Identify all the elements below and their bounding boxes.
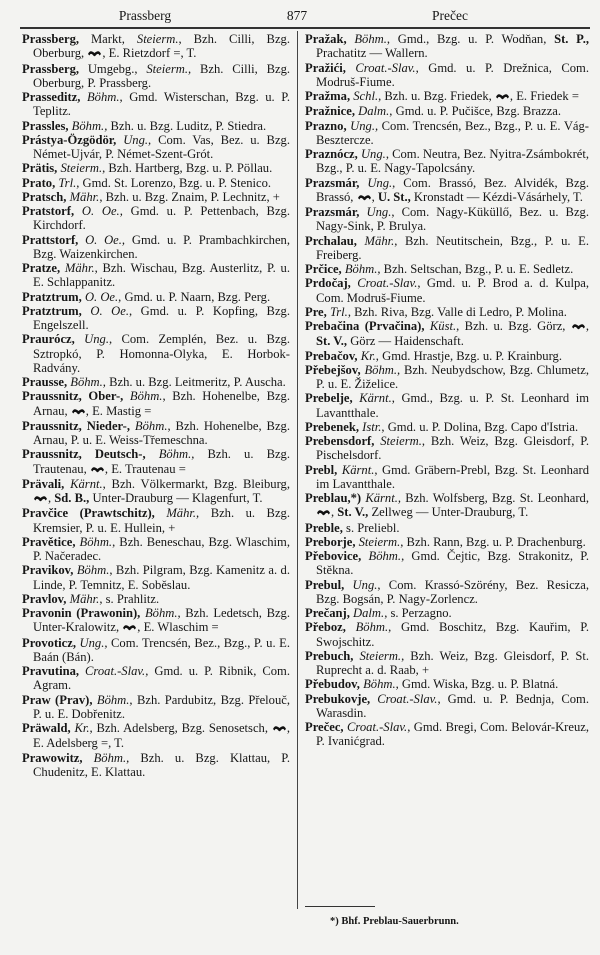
gazetteer-entry [305, 677, 589, 691]
column-divider [297, 31, 298, 909]
entry-text: Bzh. u. Bzg. Luditz, P. Stiedra. [107, 118, 267, 133]
gazetteer-entry [22, 119, 290, 133]
gazetteer-entry [22, 90, 290, 119]
entry-headword: Prečec, [305, 720, 344, 734]
entry-headword: Prebl, [305, 462, 338, 477]
entry-text: , Com. Zemplén, Bez. u. Bzg. Sztropkó, P. Homonna-Olyka, E. Horbok-Radvány. [33, 332, 290, 375]
entry-text: , E. Trautenau = [104, 461, 186, 476]
gazetteer-entry [305, 205, 589, 234]
gazetteer-entry [22, 204, 290, 233]
entry-region: Mähr. [60, 261, 95, 275]
entry-headword: Prassberg, [22, 32, 80, 46]
entry-region: Dalm. [349, 606, 385, 620]
entry-region: Ung. [359, 205, 392, 219]
entry-region: Croat.-Slav., [345, 60, 419, 75]
entry-region: Mähr. [66, 591, 100, 606]
post-horn-icon [122, 621, 137, 635]
running-head-left: Prassberg [118, 8, 172, 23]
footnote: *) Bhf. Preblau-Sauerbrunn. [330, 916, 459, 927]
header-rule [20, 27, 590, 29]
gazetteer-entry [22, 375, 290, 389]
entry-text: , [371, 189, 378, 204]
entry-region: Böhm., [360, 362, 401, 377]
entry-headword: Preborje, [305, 534, 356, 549]
post-horn-icon [33, 492, 48, 506]
entry-headword: Prawowitz, [22, 750, 83, 765]
gazetteer-entry [22, 304, 290, 333]
entry-region: Ung. [74, 332, 109, 347]
entry-headword: Praussnitz, Ober-, [22, 389, 124, 404]
entry-region: Croat.-Slav., [79, 664, 149, 678]
entry-region: Ung. [359, 175, 393, 190]
post-horn-icon [571, 320, 586, 334]
entry-bold-text: St. V., [316, 334, 348, 349]
entry-headword: Prchalau, [305, 233, 357, 248]
entry-text: Bzh. Cilli, Bzg. Oberburg, P. Prassberg. [33, 61, 291, 90]
gazetteer-entry [305, 262, 589, 276]
entry-region: Mähr. [66, 189, 100, 204]
entry-region: Küst. [424, 319, 457, 333]
entry-text: Com. Vas, Bez. u. Bzg. Német-Ujvár, P. Német-Szent-Grót. [33, 132, 290, 161]
entry-text: , Bzh. Hohenelbe, Bzg. Arnau, P. u. E. Weiss-Třemeschna. [33, 418, 290, 447]
entry-text: , Gmd. u. P. Brod a. d. Kulpa, Com. Modruš-Fiume. [316, 276, 589, 305]
entry-text: , Bzh. Rann, Bzg. u. P. Drachenburg. [400, 534, 586, 549]
entry-region: Croat.-Slav. [350, 276, 418, 291]
entry-text: , s. Prahlitz. [99, 591, 160, 606]
entry-headword: Praznócz, [305, 147, 358, 161]
entry-text: Bzh. Pardubitz, Bzg. Přelouč, P. u. E. Dobřenitz. [33, 692, 291, 721]
gazetteer-entry [305, 391, 589, 420]
post-horn-icon [90, 463, 105, 477]
gazetteer-entry [305, 319, 589, 349]
entry-region: Kr. [357, 348, 376, 363]
gazetteer-entry [22, 176, 290, 190]
entry-headword: Praussnitz, Nieder-, [22, 418, 130, 433]
entry-text: , Gmd. u. P. Naarn, Bzg. Perg. [118, 289, 271, 304]
gazetteer-entry [22, 606, 290, 636]
entry-headword: Pravětice, [22, 534, 76, 549]
entry-text: Bzh. u. Bzg. Kremsier, P. u. E. Hullein, + [33, 506, 290, 535]
entry-headword: Praussnitz, Deutsch-, [22, 447, 146, 462]
entry-region: Kr., [70, 721, 93, 735]
gazetteer-entry [22, 636, 290, 665]
entry-text: , [48, 491, 55, 505]
gazetteer-entry [22, 447, 290, 477]
entry-region: Böhm. [361, 549, 402, 563]
entry-headword: Prečanj, [305, 606, 350, 620]
entry-region: Böhm., [140, 606, 181, 620]
entry-text: , Bzh. Beneschau, Bzg. Wlaschim, P. Načeradec. [33, 534, 290, 563]
entry-region: Kärnt. [64, 476, 103, 491]
entry-headword: Preble, [305, 520, 343, 535]
entry-text: , [331, 505, 338, 520]
entry-region: Istr. [359, 419, 382, 434]
left-column [22, 32, 290, 779]
gazetteer-entry [22, 535, 290, 564]
entry-region: Ung. [357, 147, 386, 161]
entry-headword: Pravčice (Prawtschitz), [22, 506, 155, 521]
gazetteer-entry [22, 751, 290, 780]
gazetteer-entry [305, 147, 589, 176]
entry-headword: Pratze, [22, 261, 61, 275]
entry-region: Ung., [346, 118, 379, 133]
entry-headword: Přebejšov, [305, 362, 361, 377]
gazetteer-entry [305, 434, 589, 463]
gazetteer-entry [305, 720, 589, 749]
entry-text: , Bzh. Hohenelbe, Bzg. Arnau, [33, 389, 291, 418]
entry-region: Böhm. [75, 534, 113, 549]
entry-headword: Prasseditz, [22, 90, 81, 104]
entry-text: , Bzh. Hartberg, Bzg. u. P. Pöllau. [102, 161, 273, 176]
entry-headword: Pratztrum, [22, 303, 82, 318]
entry-region: Böhm., [359, 677, 399, 692]
entry-text: Bzh. Wolfsberg, Bzg. St. Leonhard, [401, 491, 589, 505]
gazetteer-entry [22, 32, 290, 62]
entry-headword: Pražnice, [305, 104, 355, 119]
gazetteer-entry [22, 233, 290, 262]
entry-bold-text: St. P., [554, 32, 589, 46]
entry-region: Steierm. [57, 161, 103, 176]
entry-text: , Bzh. u. Bzg. Görz, [456, 319, 571, 333]
entry-text: , Gmd. Bregi, Com. Belovár-Kreuz, P. Ivanićgrad. [316, 720, 589, 749]
gazetteer-entry [305, 234, 589, 263]
entry-bold-text: Sd. B., [54, 491, 90, 505]
entry-region: Böhm., [80, 90, 123, 104]
gazetteer-entry [305, 119, 589, 148]
entry-region: Steierm. [136, 32, 179, 46]
entry-text: , Gmd. Gräbern-Prebl, Bzg. St. Leonhard im Lavantthale. [316, 462, 589, 491]
entry-text: , Bzh. u. Bzg. Znaim, P. Lechnitz, + [99, 189, 280, 204]
gazetteer-entry [22, 133, 290, 162]
gazetteer-entry [305, 420, 589, 434]
gazetteer-entry [22, 506, 290, 535]
entry-region: Steierm. [355, 534, 401, 549]
entry-text: Bzh. Neubydschow, Bzg. Chlumetz, P. u. E. Žiželice. [316, 362, 589, 391]
entry-headword: Prazno, [305, 118, 347, 133]
gazetteer-entry [22, 693, 290, 722]
entry-headword: Pravutina, [22, 664, 80, 678]
entry-headword: Prebačov, [305, 348, 358, 363]
gazetteer-entry [305, 578, 589, 607]
entry-text: , Com. Krassó-Szörény, Bez. Resicza, Bzg. Bogsán, P. Nagy-Zorlencz. [316, 577, 589, 606]
entry-text: , Gmd. Hrastje, Bzg. u. P. Krainburg. [375, 348, 563, 363]
gazetteer-entry [305, 463, 589, 492]
gazetteer-entry [22, 721, 290, 751]
entry-region: O. Oe., [74, 204, 123, 218]
entry-text: , Bzh. Cilli, Bzg. Oberburg, [33, 32, 290, 61]
gazetteer-entry [22, 190, 290, 204]
page-number: 877 [286, 8, 308, 23]
entry-text: Markt, [79, 32, 137, 46]
entry-region: Dalm. [355, 104, 390, 119]
entry-text: , E. Adelsberg =, T. [33, 721, 290, 751]
gazetteer-entry [22, 261, 290, 290]
entry-region: O. Oe., [78, 232, 126, 247]
gazetteer-entry [305, 32, 589, 61]
entry-text: , Com. Brassó, Bez. Alvidék, Bzg. Brassó, [316, 175, 589, 204]
entry-region: Mähr., [154, 506, 200, 521]
entry-text: , Bzh. Völkermarkt, Bzg. Bleiburg, [102, 476, 290, 491]
gazetteer-entry [305, 606, 589, 620]
entry-region: Böhm., [341, 262, 381, 276]
entry-region: Kärnt. [352, 391, 392, 406]
entry-text: , Com. Neutra, Bez. Nyitra-Zsámbokrét, Bzg., P. u. E. Nagy-Tapolcsány. [316, 147, 590, 176]
entry-headword: Pravonin (Prawonin), [22, 606, 141, 620]
entry-headword: Pražići, [305, 60, 346, 75]
entry-text: , E. Rietzdorf =, T. [102, 46, 197, 61]
entry-region: Schl. [350, 89, 379, 103]
entry-region: Böhm. [345, 620, 389, 635]
post-horn-icon [357, 191, 372, 205]
entry-text: , Com. Nagy-Küküllő, Bez. u. Bzg. Nagy-Sink, P. Brulya. [316, 205, 589, 234]
right-column [305, 32, 589, 749]
entry-text: , Gmd. u. P. Pučišce, Bzg. Brazza. [389, 104, 562, 119]
gazetteer-entry [305, 620, 589, 649]
entry-text: , Gmd., Bzg. u. P. St. Leonhard im Lavantthale. [316, 391, 589, 420]
entry-text: , Bzh. u. Bzg. Friedek, [378, 89, 495, 103]
entry-headword: Prebačina (Prvačina), [305, 319, 425, 333]
entry-headword: Präwald, [22, 721, 71, 735]
entry-text: , E. Mastig = [85, 403, 152, 418]
gazetteer-entry [22, 161, 290, 175]
entry-region: Croat.-Slav. [370, 691, 438, 706]
entry-region: Kärnt. [337, 462, 375, 477]
entry-headword: Pratztrum, [22, 289, 82, 304]
entry-text: Bzh. Ledetsch, Bzg. Unter-Kralowitz, [33, 606, 291, 635]
entry-headword: Pražak, [305, 32, 347, 46]
entry-text: Gmd. u. P. Drežnica, Com. Modruš-Fiume. [316, 60, 589, 89]
entry-headword: Přeboz, [305, 620, 346, 635]
entry-headword: Prdočaj, [305, 276, 351, 291]
gazetteer-entry [22, 664, 290, 693]
entry-text: , Bzh. Weiz, Bzg. Gleisdorf, P. St. Ruprecht a. d. Raab, + [316, 648, 589, 677]
entry-headword: Prazsmár, [305, 175, 360, 190]
entry-text: , E. Friedek = [509, 89, 579, 103]
entry-text: , E. Wlaschim = [137, 620, 219, 635]
entry-text: , s. Perzagno. [384, 606, 452, 620]
entry-text: , [585, 319, 589, 333]
entry-region: Böhm., [82, 750, 130, 765]
entry-text: , Gmd. u. P. Dolina, Bzg. Capo d'Istria. [381, 419, 579, 434]
entry-region: Trl., [55, 175, 80, 190]
gazetteer-entry [22, 62, 290, 91]
entry-headword: Prattstorf, [22, 232, 79, 247]
entry-text: , Bzh. Weiz, Bzg. Gleisdorf, P. Pischelsdorf. [316, 434, 589, 463]
entry-region: Böhm., [67, 375, 106, 389]
gazetteer-entry [22, 419, 290, 448]
entry-region: Ung., [75, 635, 108, 650]
post-horn-icon [316, 506, 331, 520]
entry-headword: Prebukovje, [305, 691, 371, 706]
entry-region: Böhm., [145, 447, 195, 462]
entry-text: , Bzh. Riva, Bzg. Valle di Ledro, P. Molina. [347, 304, 567, 319]
entry-text: Bzh. Adelsberg, Bzg. Senosetsch, [92, 721, 272, 735]
gazetteer-entry [305, 61, 589, 90]
entry-headword: Pre, [305, 304, 327, 319]
gazetteer-entry [305, 535, 589, 549]
entry-headword: Pratsch, [22, 189, 67, 204]
entry-region: Ung., [116, 132, 152, 147]
entry-region: Ung. [344, 577, 378, 592]
entry-headword: Provoticz, [22, 635, 76, 650]
entry-headword: Pravlov, [22, 591, 67, 606]
gazetteer-entry [22, 477, 290, 507]
entry-text: , Gmd. u. P. Bednja, Com. Warasdin. [316, 691, 590, 720]
entry-headword: Přebovice, [305, 549, 362, 563]
gazetteer-entry [305, 176, 589, 206]
entry-text: , Gmd., Bzg. u. P. Wodňan, [386, 32, 555, 46]
entry-headword: Prazsmár, [305, 205, 360, 219]
entry-headword: Pratstorf, [22, 204, 75, 218]
entry-headword: Prebenek, [305, 419, 359, 434]
gazetteer-entry [305, 89, 589, 104]
entry-text: , Gmd. Čejtic, Bzg. Strakonitz, P. Stěkna. [316, 549, 589, 578]
gazetteer-entry [22, 290, 290, 304]
footnote-rule [305, 906, 375, 907]
entry-headword: Praurócz, [22, 332, 75, 347]
entry-text: Bzh. Seltschan, Bzg., P. u. E. Sedletz. [380, 262, 574, 276]
entry-region: Kärnt., [361, 491, 402, 505]
post-horn-icon [71, 405, 86, 419]
gazetteer-entry [305, 363, 589, 392]
entry-text: Gmd. Wisterschan, Bzg. u. P. Teplitz. [33, 90, 291, 119]
entry-text: Gmd. u. P. Ribnik, Com. Agram. [33, 664, 291, 693]
gazetteer-entry [305, 521, 589, 535]
entry-headword: Prassberg, [22, 61, 80, 76]
post-horn-icon [495, 90, 510, 104]
entry-text: Umgebg., [79, 61, 147, 76]
entry-headword: Prato, [22, 175, 56, 190]
entry-text: Gmd. Wiska, Bzg. u. P. Blatná. [398, 677, 559, 692]
entry-headword: Prčice, [305, 262, 342, 276]
entry-region: Mähr. [356, 233, 395, 248]
entry-text: , Bzh. Pilgram, Bzg. Kamenitz a. d. Linde, P. Temnitz, E. Soběslau. [33, 563, 290, 592]
entry-headword: Praw (Prav), [22, 692, 93, 707]
entry-text: Bzh. u. Bzg. Leitmeritz, P. Auscha. [105, 375, 286, 389]
gazetteer-entry [22, 563, 290, 592]
entry-headword: Prassles, [22, 118, 69, 133]
entry-text: s. Preliebl. [342, 520, 400, 535]
entry-text: Görz — Haidenschaft. [347, 334, 464, 349]
entry-bold-text: U. St., [377, 189, 411, 204]
gazetteer-entry [305, 491, 589, 521]
gazetteer-entry [22, 389, 290, 419]
gazetteer-entry [22, 592, 290, 606]
entry-headword: Prebul, [305, 577, 345, 592]
entry-text: Com. Trencsén, Bez., Bzg., P. u. E. Baán (Bán). [33, 635, 291, 664]
running-head-right: Prečec [432, 8, 468, 23]
entry-text: Gmd. St. Lorenzo, Bzg. u. P. Stenico. [79, 175, 272, 190]
entry-region: Böhm. [346, 32, 387, 46]
entry-region: Böhm. [73, 563, 110, 578]
entry-region: Steierm., [146, 61, 192, 76]
entry-text: Zellweg — Unter-Drauburg, T. [368, 505, 529, 520]
entry-region: O. Oe. [81, 303, 129, 318]
entry-text: Gmd. u. P. Pettenbach, Bzg. Kirchdorf. [33, 204, 290, 233]
entry-headword: Prätis, [22, 161, 58, 176]
entry-headword: Prävali, [22, 476, 65, 491]
entry-text: , Bzh. Neutitschein, Bzg., P. u. E. Freiberg. [316, 233, 589, 262]
gazetteer-entry [305, 349, 589, 363]
entry-region: Böhm. [123, 389, 163, 404]
post-horn-icon [272, 722, 287, 736]
entry-text: Com. Trencsén, Bez., Bzg., P. u. E. Vág-Besztercze. [316, 118, 589, 147]
entry-bold-text: St. V., [337, 505, 369, 520]
gazetteer-entry [305, 549, 589, 578]
entry-headword: Prástya-Özgödör, [22, 132, 117, 147]
entry-region: Trl. [326, 304, 348, 319]
entry-text: Bzh. u. Bzg. Klattau, P. Chudenitz, E. Klattau. [33, 750, 291, 779]
entry-text: , Gmd. Boschitz, Bzg. Kauřim, P. Swojschitz. [316, 620, 589, 649]
gazetteer-entry [305, 649, 589, 678]
entry-headword: Preblau,*) [305, 491, 362, 505]
entry-headword: Prebelje, [305, 391, 353, 406]
entry-region: Böhm. [130, 418, 168, 433]
entry-region: Steierm. [353, 648, 402, 663]
gazetteer-entry [305, 692, 589, 721]
entry-text: Unter-Drauburg — Klagenfurt, T. [89, 491, 263, 505]
post-horn-icon [87, 47, 102, 61]
entry-headword: Pravikov, [22, 563, 74, 578]
gazetteer-entry [22, 332, 290, 375]
entry-text: , Gmd. u. P. Kopfing, Bzg. Engelszell. [33, 303, 290, 332]
entry-headword: Pražma, [305, 89, 351, 103]
entry-text: Bzh. u. Bzg. Trautenau, [33, 447, 291, 476]
entry-region: Böhm., [92, 692, 133, 707]
entry-headword: Prebensdorf, [305, 434, 375, 448]
entry-region: Steierm. [374, 434, 422, 448]
entry-headword: Přebudov, [305, 677, 360, 692]
gazetteer-entry [305, 305, 589, 319]
entry-text: Prachatitz — Wallern. [316, 46, 428, 61]
entry-region: Böhm., [68, 118, 108, 133]
entry-headword: Prausse, [22, 375, 68, 389]
entry-text: Gmd. u. P. Prambachkirchen, Bzg. Waizenkirchen. [33, 232, 290, 261]
entry-region: Croat.-Slav. [343, 720, 408, 734]
entry-text: , Bzh. Wischau, Bzg. Austerlitz, P. u. E. Schlappanitz. [33, 261, 290, 290]
gazetteer-entry [305, 276, 589, 305]
entry-region: O. Oe. [81, 289, 119, 304]
entry-headword: Prebuch, [305, 648, 354, 663]
gazetteer-entry [305, 104, 589, 118]
entry-text: Kronstadt — Kézdi-Vásárhely, T. [410, 189, 583, 204]
